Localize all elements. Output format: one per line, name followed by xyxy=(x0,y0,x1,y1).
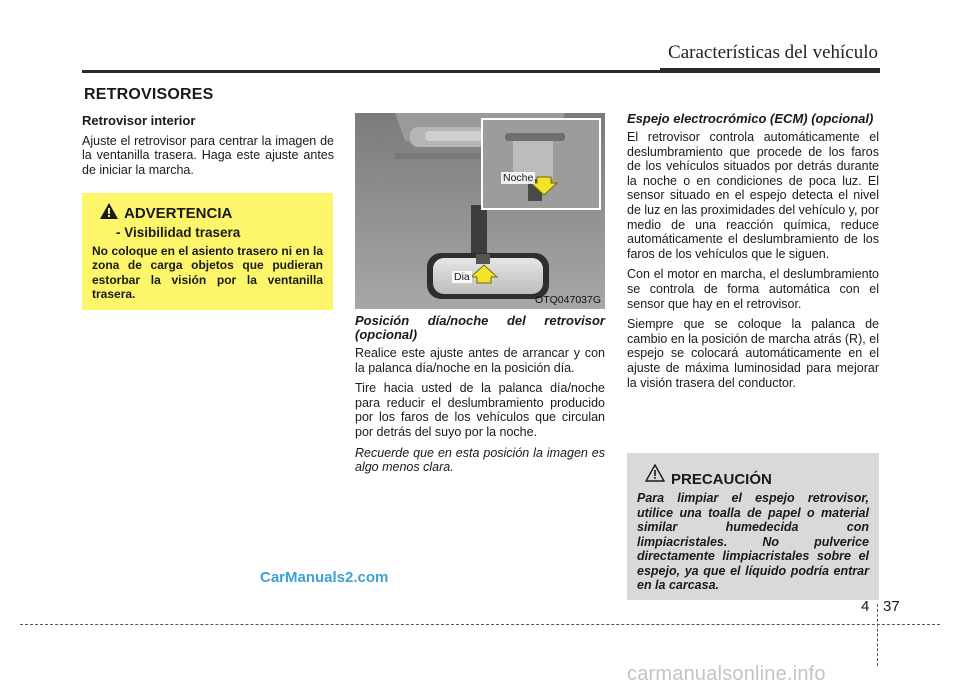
carmanuals-watermark: CarManuals2.com xyxy=(260,569,389,586)
figure-code: OTQ047037G xyxy=(535,294,601,306)
ecm-heading: Espejo electrocrómico (ECM) (opcional) xyxy=(627,111,874,126)
caution-box xyxy=(627,453,879,600)
caution-header xyxy=(637,463,869,488)
interior-mirror-heading: Retrovisor interior xyxy=(82,113,196,128)
header-rule-accent xyxy=(660,68,880,73)
ecm-paragraph-1: El retrovisor controla automáticamente el deslumbramiento que procede de los faros de los vehículos situados por detrás durante la noche o en condiciones de poca luz. El sensor situado en el espejo detecta el nivel de luz en las proximidades del vehículo y, por medio de una reacción química, reduce automáticamente el deslumbramiento de los faros de los vehículos que le siguen. xyxy=(627,130,879,261)
day-night-note: Recuerde que en esta posición la imagen es algo menos clara. xyxy=(355,445,605,475)
section-number: 4 xyxy=(861,598,870,615)
warning-header xyxy=(92,203,323,224)
right-column xyxy=(627,112,879,396)
ecm-paragraph-3: Siempre que se coloque la palanca de cambio en la posición de marcha atrás (R), el espejo se colocará automáticamente en el ajuste de máxima luminosidad para mejorar la visión trasera del conductor. xyxy=(627,317,879,390)
caution-title: PRECAUCIÓN xyxy=(671,471,772,488)
day-night-heading: Posición día/noche del retrovisor (opcional) xyxy=(355,313,605,342)
chapter-title: Características del vehículo xyxy=(668,42,878,63)
mirror-figure xyxy=(355,113,605,309)
day-label: Dia xyxy=(454,271,470,283)
night-label: Noche xyxy=(503,172,534,184)
mirror-illustration xyxy=(355,113,605,309)
warning-title: ADVERTENCIA xyxy=(124,205,233,222)
footer-rule xyxy=(20,624,940,625)
middle-column xyxy=(355,314,605,481)
footer-divider xyxy=(877,604,878,666)
day-night-paragraph-2: Tire hacia usted de la palanca día/noche para reducir el deslumbramiento producido por los faros de los vehículos que circulan por detrás del suyo por la noche. xyxy=(355,381,605,439)
section-heading: RETROVISORES xyxy=(84,86,214,103)
left-column xyxy=(82,114,334,183)
warning-subtitle: - Visibilidad trasera xyxy=(116,225,241,240)
caution-triangle-icon xyxy=(645,464,665,487)
caution-body: Para limpiar el espejo retrovisor, utilice una toalla de papel o material similar humedecida con limpiacristales. No pulverice directamente limpiacristales sobre el espejo, ya que el líquido podría entrar en la carcasa. xyxy=(637,491,869,592)
warning-box xyxy=(82,193,333,310)
site-watermark: carmanualsonline.info xyxy=(627,663,826,685)
warning-body: No coloque en el asiento trasero ni en la zona de carga objetos que pudieran estorbar la visión por la ventanilla trasera. xyxy=(92,244,323,302)
day-night-paragraph-1: Realice este ajuste antes de arrancar y con la palanca día/noche en la posición día. xyxy=(355,346,605,375)
interior-mirror-paragraph: Ajuste el retrovisor para centrar la imagen de la ventanilla trasera. Haga este ajuste antes de iniciar la marcha. xyxy=(82,133,334,177)
ecm-paragraph-2: Con el motor en marcha, el deslumbramiento se controla de forma automática con el sensor que hay en el retrovisor. xyxy=(627,267,879,311)
warning-triangle-icon xyxy=(100,203,118,224)
page-number: 37 xyxy=(883,598,900,615)
